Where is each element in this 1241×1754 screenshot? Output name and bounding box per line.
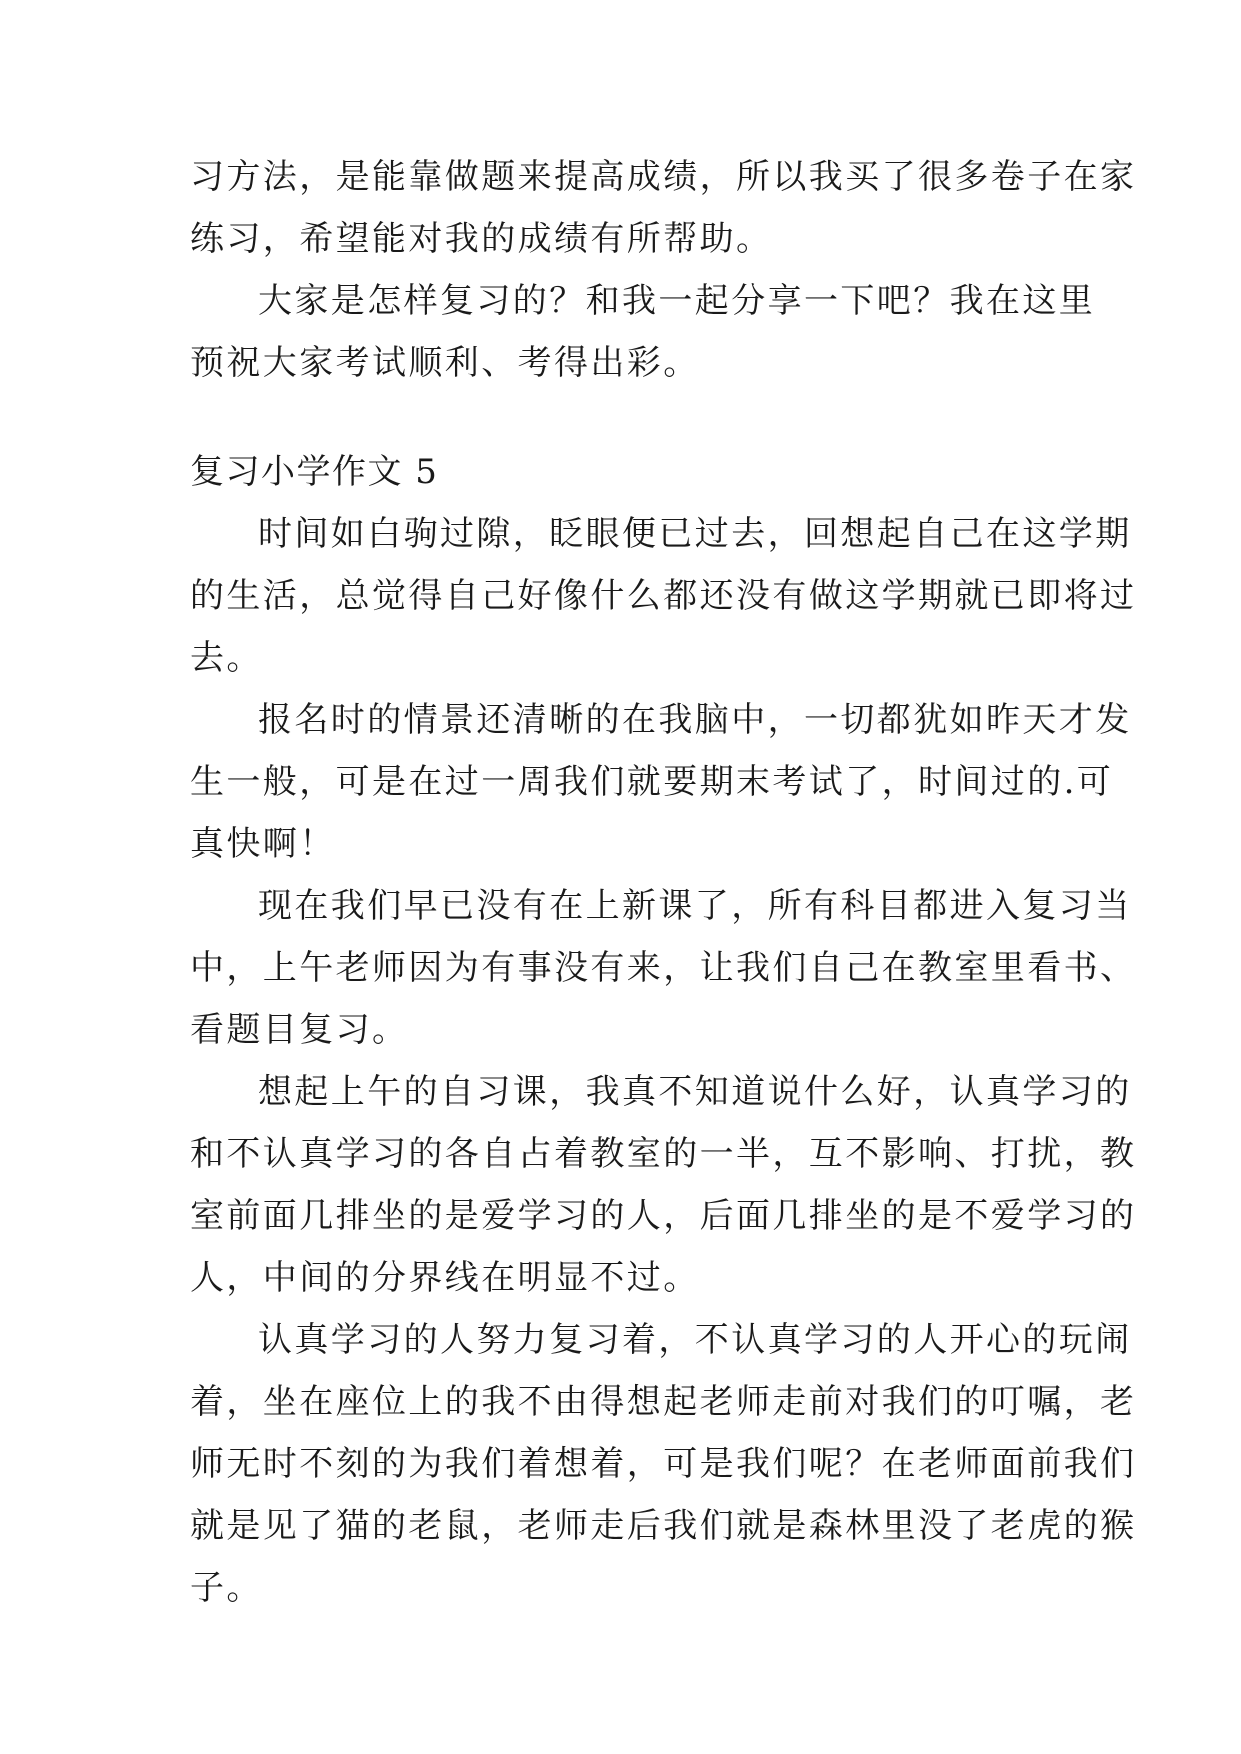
paragraph-line: 师无时不刻的为我们着想着，可是我们呢？在老师面前我们 xyxy=(190,1444,1137,1484)
paragraph-line: 生一般，可是在过一周我们就要期末考试了，时间过的.可 xyxy=(190,762,1114,802)
paragraph-line: 子。 xyxy=(190,1568,263,1608)
paragraph-line: 报名时的情景还清晰的在我脑中，一切都犹如昨天才发 xyxy=(258,700,1132,740)
paragraph-line: 练习，希望能对我的成绩有所帮助。 xyxy=(190,219,773,259)
paragraph-line: 中，上午老师因为有事没有来，让我们自己在教室里看书、 xyxy=(190,948,1137,988)
paragraph-line: 大家是怎样复习的？和我一起分享一下吧？我在这里 xyxy=(258,281,1096,321)
paragraph-line: 和不认真学习的各自占着教室的一半，互不影响、打扰，教 xyxy=(190,1134,1137,1174)
paragraph-line: 就是见了猫的老鼠，老师走后我们就是森林里没了老虎的猴 xyxy=(190,1506,1137,1546)
paragraph-line: 认真学习的人努力复习着，不认真学习的人开心的玩闹 xyxy=(258,1320,1132,1360)
paragraph-line: 预祝大家考试顺利、考得出彩。 xyxy=(190,343,700,383)
paragraph-line: 室前面几排坐的是爱学习的人，后面几排坐的是不爱学习的 xyxy=(190,1196,1137,1236)
paragraph-line: 时间如白驹过隙，眨眼便已过去，回想起自己在这学期 xyxy=(258,514,1132,554)
paragraph-line: 着，坐在座位上的我不由得想起老师走前对我们的叮嘱，老 xyxy=(190,1382,1137,1422)
paragraph-line: 的生活，总觉得自己好像什么都还没有做这学期就已即将过 xyxy=(190,576,1137,616)
paragraph-line: 想起上午的自习课，我真不知道说什么好，认真学习的 xyxy=(258,1072,1132,1112)
paragraph-line: 习方法，是能靠做题来提高成绩，所以我买了很多卷子在家 xyxy=(190,157,1137,197)
paragraph-line: 人，中间的分界线在明显不过。 xyxy=(190,1258,700,1298)
paragraph-line: 真快啊！ xyxy=(190,824,336,864)
section-heading: 复习小学作文 5 xyxy=(190,452,439,492)
paragraph-line: 现在我们早已没有在上新课了，所有科目都进入复习当 xyxy=(258,886,1132,926)
paragraph-line: 看题目复习。 xyxy=(190,1010,409,1050)
paragraph-line: 去。 xyxy=(190,638,263,678)
